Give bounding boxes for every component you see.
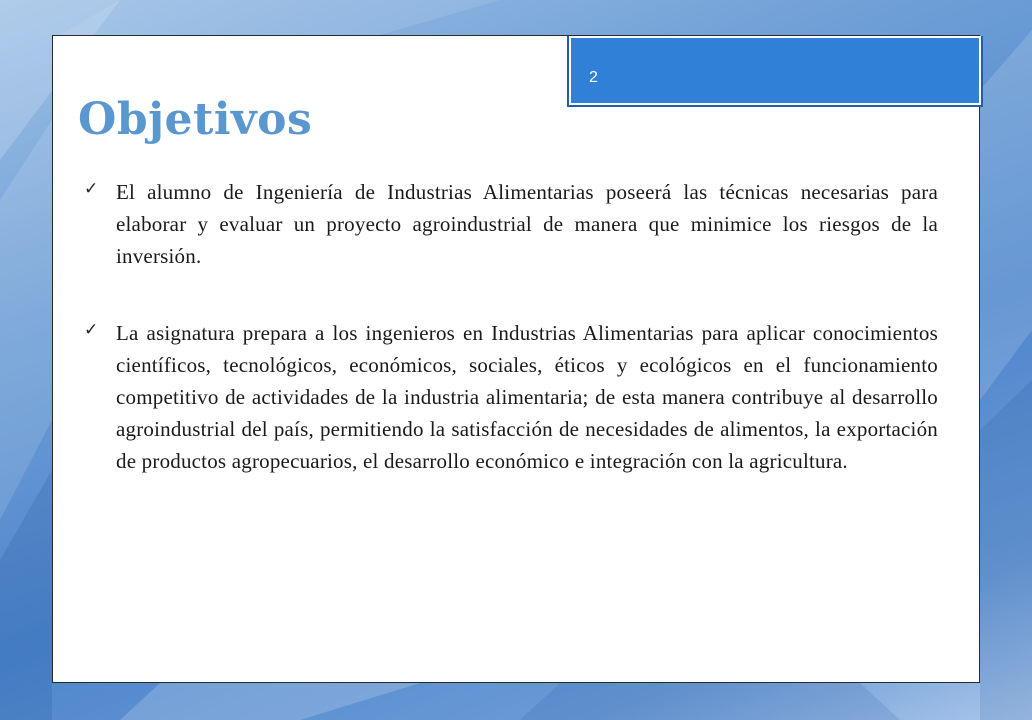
bullet-item [84, 176, 938, 272]
objectives-list [84, 176, 938, 522]
checkmark-icon: ✓ [84, 320, 99, 340]
slide-title: Objetivos [78, 94, 313, 145]
slide-number-box [567, 36, 983, 107]
bullet-item [84, 317, 938, 477]
checkmark-icon: ✓ [84, 179, 99, 199]
bullet-text: El alumno de Ingeniería de Industrias Alimentarias poseerá las técnicas necesarias para elaborar y evaluar un proyecto agroindustrial de manera que minimice los riesgos de la inversión. [116, 180, 938, 268]
bullet-text: La asignatura prepara a los ingenieros en Industrias Alimentarias para aplicar conocimientos científicos, tecnológicos, económicos, sociales, éticos y ecológicos en el funcionamiento competitivo de actividades de la industria alimentaria; de esta manera contribuye al desarrollo agroindustrial del país, permitiendo la satisfacción de necesidades de alimentos, la exportación de productos agropecuarios, el desarrollo económico e integración con la agricultura. [116, 321, 938, 473]
slide-number: 2 [589, 69, 598, 86]
